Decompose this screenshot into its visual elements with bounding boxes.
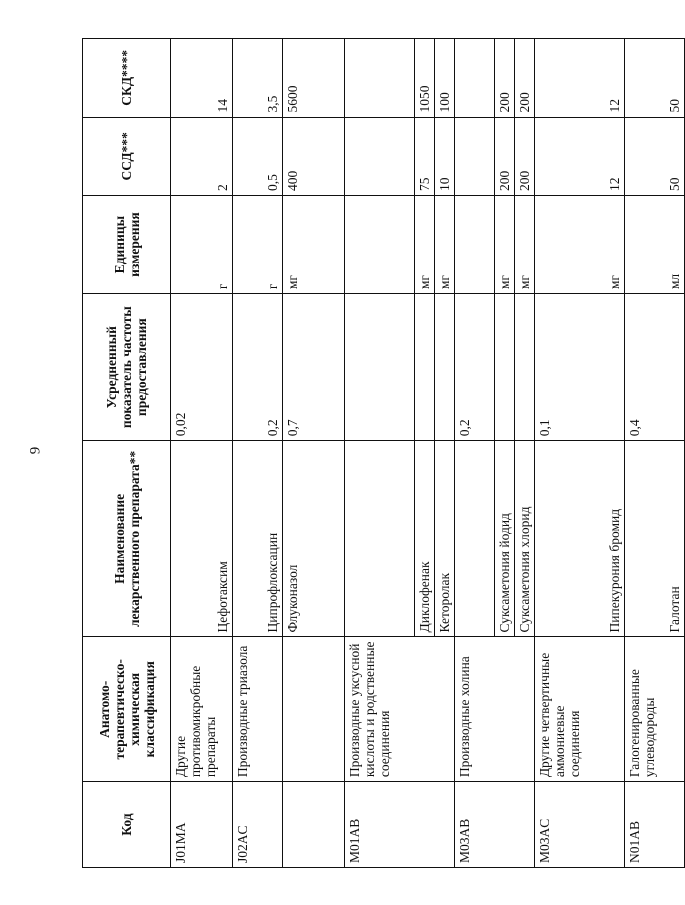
header-ssd: ССД*** [83,117,171,195]
table-row [345,39,415,868]
table-row [171,39,233,868]
cell-ssd: 0,5 [233,117,283,195]
table-row [455,39,495,868]
header-drug: Наименование лекарственного препарата** [83,441,171,637]
cell-frequency [415,294,435,441]
cell-atc: Другие противомикробные препараты [171,637,233,782]
cell-drug [455,441,495,637]
table-row [233,39,283,868]
page-number: 9 [27,446,44,455]
header-code: Код [83,782,171,868]
cell-drug: Цефотаксим [171,441,233,637]
cell-ssd: 2 [171,117,233,195]
header-skd: СКД**** [83,39,171,118]
table-header-row [83,39,171,868]
cell-ssd [455,117,495,195]
cell-skd: 5600 [283,39,345,118]
cell-drug: Суксаметония йодид [495,441,515,637]
cell-code: J02AC [233,782,283,868]
cell-atc [283,637,345,782]
header-atc: Анатомо-терапевтическо-химическая классификация [83,637,171,782]
cell-code: M01AB [345,782,455,868]
cell-skd: 100 [435,39,455,118]
cell-frequency [345,294,415,441]
cell-frequency: 0,1 [535,294,625,441]
cell-drug: Галотан [625,441,685,637]
cell-skd: 14 [171,39,233,118]
cell-skd: 200 [515,39,535,118]
cell-unit: мг [515,196,535,294]
cell-frequency: 0,4 [625,294,685,441]
cell-atc: Производные триазола [233,637,283,782]
cell-unit: мг [435,196,455,294]
cell-ssd: 10 [435,117,455,195]
cell-ssd: 50 [625,117,685,195]
cell-atc: Производные уксусной кислоты и родственные соединения [345,637,455,782]
cell-ssd: 200 [515,117,535,195]
cell-skd: 3,5 [233,39,283,118]
cell-code [283,782,345,868]
cell-unit: г [171,196,233,294]
cell-unit [345,196,415,294]
cell-drug: Кеторолак [435,441,455,637]
cell-code: N01AB [625,782,685,868]
cell-drug: Суксаметония хлорид [515,441,535,637]
cell-frequency: 0,7 [283,294,345,441]
cell-unit: мг [535,196,625,294]
cell-atc: Другие четвертичные аммониевые соединения [535,637,625,782]
cell-drug: Пипекурония бромид [535,441,625,637]
cell-drug: Флуконазол [283,441,345,637]
cell-atc: Галогенированные углеводороды [625,637,685,782]
cell-frequency [435,294,455,441]
cell-ssd [345,117,415,195]
cell-ssd: 400 [283,117,345,195]
cell-drug [345,441,415,637]
header-frequency: Усредненный показатель частоты предоставления [83,294,171,441]
cell-skd [345,39,415,118]
cell-drug: Ципрофлоксацин [233,441,283,637]
table-row [535,39,625,868]
cell-frequency: 0,2 [455,294,495,441]
rotated-table-container [82,38,682,868]
cell-code: M03AB [455,782,535,868]
cell-unit: мг [283,196,345,294]
cell-skd: 50 [625,39,685,118]
cell-atc: Производные холина [455,637,535,782]
cell-skd: 200 [495,39,515,118]
cell-skd [455,39,495,118]
cell-ssd: 12 [535,117,625,195]
drug-table [82,38,685,868]
cell-drug: Диклофенак [415,441,435,637]
cell-skd: 12 [535,39,625,118]
cell-frequency [495,294,515,441]
cell-unit: мг [495,196,515,294]
cell-frequency: 0,02 [171,294,233,441]
cell-unit [455,196,495,294]
cell-code: J01MA [171,782,233,868]
table-row [283,39,345,868]
cell-ssd: 200 [495,117,515,195]
cell-code: M03AC [535,782,625,868]
cell-frequency [515,294,535,441]
cell-unit: г [233,196,283,294]
table-row [625,39,685,868]
cell-unit: мг [415,196,435,294]
cell-ssd: 75 [415,117,435,195]
header-unit: Единицы измерения [83,196,171,294]
cell-unit: мл [625,196,685,294]
cell-frequency: 0,2 [233,294,283,441]
cell-skd: 1050 [415,39,435,118]
